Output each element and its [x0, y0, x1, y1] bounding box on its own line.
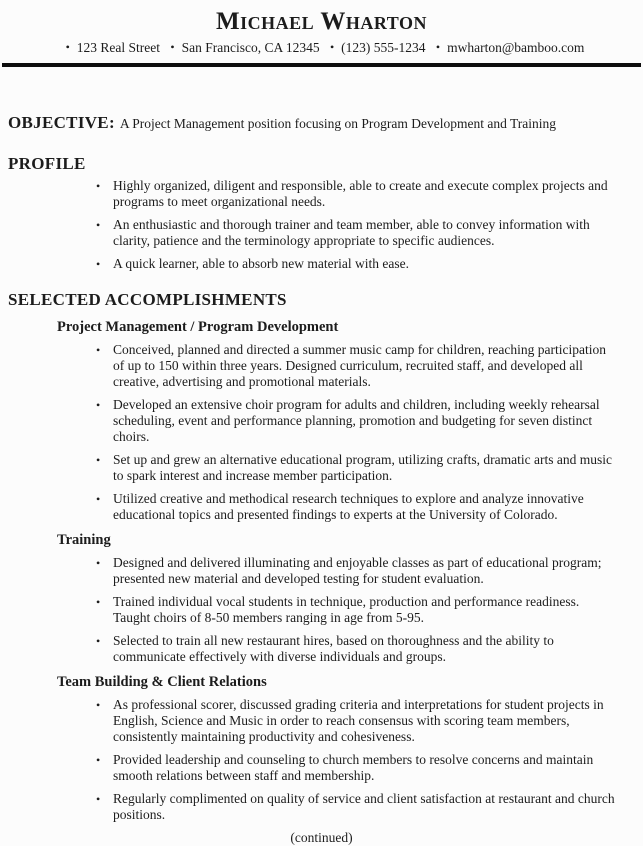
bullet-text: Utilized creative and methodical research techniques to explore and analyze innovative educational topics and presented findings to experts at the University of Colorado. — [113, 491, 584, 522]
contact-part — [323, 40, 426, 55]
contact-part — [163, 40, 319, 55]
bullet-item — [96, 791, 617, 823]
subsection-title: Team Building & Client Relations — [57, 674, 267, 690]
contact-part-text: 123 Real Street — [76, 40, 161, 55]
profile-heading: PROFILE — [8, 154, 86, 173]
bullet-icon: • — [96, 398, 101, 412]
bullet-separator-icon: • — [65, 40, 70, 54]
bullet-item — [96, 178, 617, 210]
subsection-title: Training — [57, 532, 111, 548]
subsection-title: Project Management / Program Development — [57, 319, 339, 335]
bullet-text: Highly organized, diligent and responsible, able to create and execute complex projects and programs to meet organizational needs. — [113, 178, 608, 209]
contact-part-text: San Francisco, CA 12345 — [181, 40, 320, 55]
bullet-item — [96, 217, 617, 249]
bullet-icon: • — [96, 218, 101, 232]
section-accomplishments — [0, 290, 643, 823]
contact-part — [429, 40, 584, 55]
bullet-item — [96, 752, 617, 784]
subsection-bullet-list — [0, 697, 643, 823]
bullet-item — [96, 342, 617, 390]
bullet-item — [96, 555, 617, 587]
subsection-bullet-list — [0, 555, 643, 665]
contact-part-text: (123) 555-1234 — [341, 40, 426, 55]
bullet-icon: • — [96, 179, 101, 193]
bullet-text: Selected to train all new restaurant hires, based on thoroughness and the ability to communicate effectively with diverse individuals and groups. — [113, 633, 554, 664]
contact-part-text: mwharton@bamboo.com — [447, 40, 585, 55]
candidate-name: Michael Wharton — [216, 8, 427, 35]
bullet-text: An enthusiastic and thorough trainer and team member, able to convey information with clarity, patience and the terminology appropriate to specific audiences. — [113, 217, 590, 248]
bullet-item — [96, 452, 617, 484]
subsection-team-building — [0, 673, 643, 823]
subsection-project-management — [0, 318, 643, 523]
objective-text: A Project Management position focusing on Program Development and Training — [119, 116, 556, 131]
subsection-bullet-list — [0, 342, 643, 523]
bullet-item — [96, 397, 617, 445]
contact-line — [0, 38, 643, 57]
bullet-text: As professional scorer, discussed grading criteria and interpretations for student projects in English, Science and Music in order to reach consensus with scoring team members, consistently maintaining productivity and cohesiveness. — [113, 697, 604, 744]
bullet-text: Set up and grew an alternative educational program, utilizing crafts, dramatic arts and music to spark interest and increase member participation. — [113, 452, 612, 483]
bullet-icon: • — [96, 595, 101, 609]
bullet-icon: • — [96, 634, 101, 648]
bullet-text: Developed an extensive choir program for adults and children, including weekly rehearsal scheduling, event and performance planning, promotion and budgeting for seven distinct choirs. — [113, 397, 600, 444]
bullet-text: Designed and delivered illuminating and enjoyable classes as part of educational program; presented new material and developed testing for student evaluation. — [113, 555, 602, 586]
bullet-icon: • — [96, 257, 101, 271]
bullet-text: Regularly complimented on quality of service and client satisfaction at restaurant and church positions. — [113, 791, 615, 822]
bullet-separator-icon: • — [170, 40, 175, 54]
profile-bullet-list — [0, 178, 643, 272]
bullet-text: Provided leadership and counseling to church members to resolve concerns and maintain smooth relations between staff and membership. — [113, 752, 594, 783]
bullet-item — [96, 594, 617, 626]
bullet-separator-icon: • — [435, 40, 441, 54]
bullet-icon: • — [96, 753, 101, 767]
bullet-icon: • — [96, 556, 101, 570]
bullet-text: Trained individual vocal students in technique, production and performance readiness. Taught choirs of 8-50 members ranging in age from 5-95. — [113, 594, 580, 625]
bullet-icon: • — [96, 343, 101, 357]
bullet-text: Conceived, planned and directed a summer music camp for children, reaching participation of up to 150 within three years. Designed curriculum, recruited staff, and developed all creative, advertising and promotional materials. — [113, 342, 606, 389]
objective-row — [8, 113, 631, 134]
bullet-text: A quick learner, able to absorb new material with ease. — [113, 256, 409, 271]
objective-label: OBJECTIVE: — [8, 113, 115, 132]
header-divider — [2, 63, 641, 67]
bullet-icon: • — [96, 492, 101, 506]
accomplishments-heading: SELECTED ACCOMPLISHMENTS — [8, 290, 287, 309]
bullet-item — [96, 633, 617, 665]
bullet-item — [96, 256, 617, 272]
bullet-icon: • — [96, 453, 101, 467]
subsection-training — [0, 531, 643, 665]
section-profile — [0, 154, 643, 272]
bullet-item — [96, 491, 617, 523]
header — [0, 0, 643, 67]
bullet-icon: • — [96, 792, 101, 806]
bullet-separator-icon: • — [329, 40, 335, 54]
continued-note: (continued) — [290, 830, 353, 845]
contact-part — [59, 40, 160, 55]
bullet-icon: • — [96, 698, 101, 712]
bullet-item — [96, 697, 617, 745]
